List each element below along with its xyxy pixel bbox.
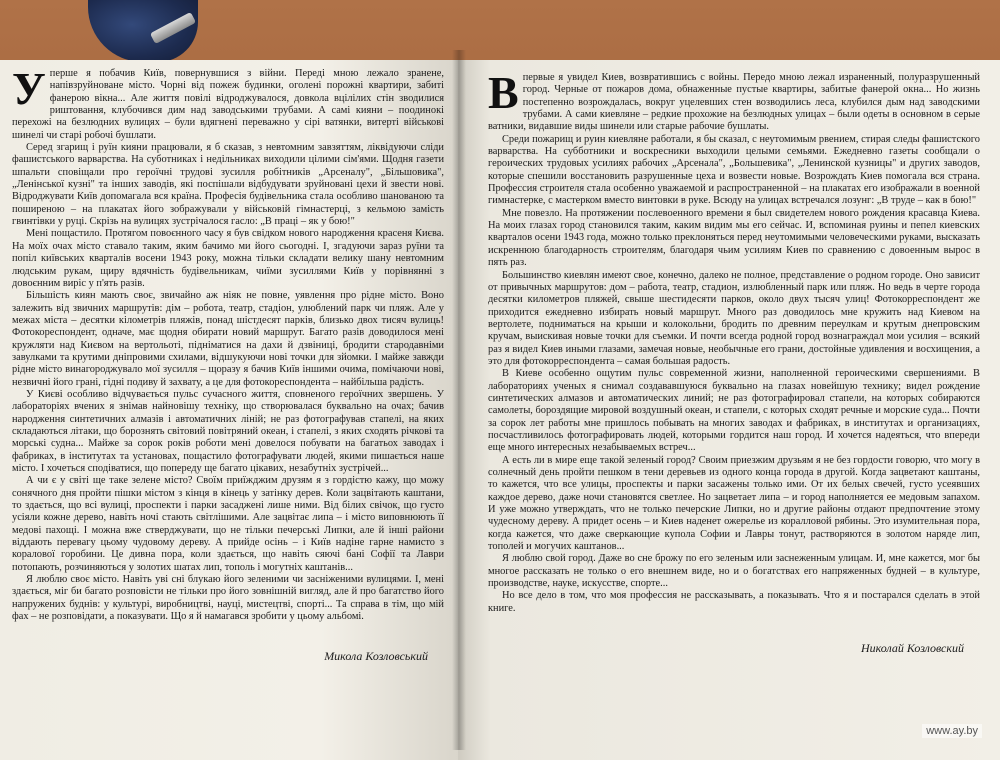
left-book-page (0, 60, 458, 760)
left-paragraph: Мені пощастило. Протягом повоєнного часу я був свідком нового народження красеня Києва. На моїх очах місто ставало таким, яким бачимо ми його сьогодні. І, згадуючи зараз руїни та попіл київських кварталів восени 1943 року, можна тільки складати велику шану невтомним людським рукам, щиру вдячність будівельникам, чиїми зусиллями Київ у порівнянні з довоєнним виріс у п'ять разів. (12, 228, 444, 289)
book-spine-shadow (452, 50, 466, 750)
right-book-page (458, 60, 1000, 760)
left-paragraph: А чи є у світі ще таке зелене місто? Своїм приїжджим друзям я з гордістю кажу, що можу сонячного дня пройти пішки містом з кінця в кінець у затінку дерев. Коли зацвітають каштани, то здається, що всі вулиці, проспекти і парки засаджені лише ними. Від білих свічок, що густо усіяли кожне дерево, навіть ночі стають світлішими. Але зацвітає липа – і місто виповнюють її медові пахощі. І можна вже стверджувати, що не тільки печерські Липки, але й інші райони віддають перевагу цьому чудовому дереву. А прийде осінь – і Київ надіне гарне намисто з коралової горобини. Це дивна пора, коли здається, що навіть сяючі бані Софії та Лаври потопають, розчиняються у золотих шатах лип, тополь і могутніх каштанів... (12, 475, 444, 573)
right-paragraph: первые я увидел Киев, возвратившись с войны. Передо мною лежал израненный, полуразрушенный город. Черные от пожаров дома, обнаженные пустые квартиры, забитые фанерой окна... Но жизнь постепенно возрождалась, вокруг уцелевших стен возводились леса, клубился дым над заводскими трубами. А сами киевляне – редкие прохожие на безлюдных улицах – были одеты в основном в серые ватники, видавшие виды шинели или старые рабочие бушлаты. (488, 72, 980, 133)
left-dropcap: У (12, 63, 46, 114)
left-paragraph: Більшість киян мають своє, звичайно аж ніяк не повне, уявлення про рідне місто. Воно залежить від звичних маршрутів: дім – робота, театр, стадіон, улюблений парк чи пляж. Але у межах міста – десятки кілометрів пляжів, понад шістдесят парків, близько двох тисяч вулиць! Фотокореспондент, одначе, має щодня обирати новий маршрут. Багато разів доводилося мені кружляти над Києвом на вертольоті, підніматися на дахи й дзвіниці, бродити стародавніми завулками та крутими дніпровими схилами, відшукуючи нові точки для зйомки. І майже завжди рідне місто винагороджувало мої зусилля – щоразу я бачив Київ іншими очима, помічаючи нові, незвичні його грані, гідні подиву й захвату, а це для фотокореспондента – найбільша радість. (12, 290, 444, 388)
right-paragraph: А есть ли в мире еще такой зеленый город? Своим приезжим друзьям я не без гордости говорю, что могу в солнечный день пройти пешком в тени деревьев из одного конца города в другой. Когда зацветают каштаны, то кажется, что все улицы, проспекты и парки засажены только ими. От их белых свечей, густо усеявших каждое дерево, даже ночи становятся светлее. Но зацветает липа – и город наполняется ее медовым запахом. И уже можно утверждать, что не только печерские Липки, но и другие районы отдают предпочтение этому чудесному дереву. А придет осень – и Киев наденет ожерелье из коралловой рябины. Это изумительная пора, когда кажется, что даже сверкающие купола Софии и Лавры тонут, растворяются в золотом наряде лип, тополей и могучих каштанов... (488, 454, 980, 553)
left-paragraph: У Києві особливо відчувається пульс сучасного життя, сповненого героїчних звершень. У лабораторіях вчених я знімав найновішу техніку, що створювалася буквально на очах; бачив народження синтетичних алмазів і автоматичних ліній; не раз фотографував стапелі, на яких складаються літаки, що борознять світовий повітряний океан, і стапелі, з яких сходять річкові та морські судна... Майже за сорок років роботи мені довелося побувати на багатьох заводах і фабриках, в інститутах та установах, пощастило фотографувати людей, якими пишається наше місто. І хочеться сподіватися, що попереду ще багато цікавих, незабутніх зустрічей... (12, 388, 444, 474)
right-paragraph: Среди пожарищ и руин киевляне работали, я бы сказал, с неутомимым рвением, стирая следы фашистского варварства. На субботники и воскресники выходили целыми семьями. Ежедневно газеты сообщали о героических трудовых усилиях рабочих „Арсенала", „Большевика", „Ленинской кузницы" и других заводов, которые спешили восстановить разрушенные цеха и возвести новые. Возрождать Киев помогала вся страна. Профессия строителя стала особенно уважаемой и распространенной – на плакатах его изображали в военной гимнастерке, с мастерком вместо винтовки в руке. Всюду на улицах встречался лозунг: „В труде – как в бою!" (488, 133, 980, 207)
right-paragraph: Но все дело в том, что моя профессия не рассказывать, а показывать. Что я и постарался сделать в этой книге. (488, 590, 980, 614)
left-paragraph: Я люблю своє місто. Навіть уві сні блукаю його зеленими чи засніженими вулицями. І, мені здається, міг би багато розповісти не тільки про його зовнішній вигляд, але й про багатство його напружених буднів: у культурі, виробництві, науці, мистецтві, спорті... Та справа в тім, що мій фах – не розповідати, а показувати. Що я й намагався зробити у цьому альбомі. (12, 574, 444, 623)
right-paragraph: Большинство киевлян имеют свое, конечно, далеко не полное, представление о родном городе. Оно зависит от привычных маршрутов: дом – работа, театр, стадион, излюбленный парк или пляж. Но ведь в черте города десятки километров пляжей, свыше шестидесяти парков, около двух тысяч улиц! Фотокорреспондент же приходится ежедневно избирать новый маршрут. Много раз доводилось мне кружить над Киевом на вертолете, подниматься на крыши и колокольни, бродить по древним переулкам и крутым днепровским кручам, выискивая новые точки для съемки. И почти всегда родной город вознаграждал мои усилия – всякий раз я видел Киев иными глазами, замечая новые, необычные его грани, достойные удивления и восхищения, а это для фотокорреспондента – самая большая радость. (488, 269, 980, 367)
right-paragraph: Мне повезло. На протяжении послевоенного времени я был свидетелем нового рождения красавца Киева. На моих глазах город становился таким, каким видим мы его сейчас. И, вспоминая руины и пепел киевских кварталов осени 1943 года, можно только преклоняться перед неутомимыми человеческими руками, высказать искреннюю благодарность строителям, благодаря чьим усилиям Киев по сравнению с довоенным вырос в пять раз. (488, 207, 980, 269)
right-page-text (488, 67, 980, 615)
left-page-text (12, 63, 444, 623)
left-paragraph: перше я побачив Київ, повернувшися з війни. Переді мною лежало зранене, напівзруйноване місто. Чорні від пожеж будинки, оголені порожні квартири, забиті фанерою вікна... Але життя повілі відроджувалося, довкола вцілілих стін зводилися риштовання, клубочився дим над заводськими трубами. А самі кияни – поодинокі перехожі на безлюдних вулицях – були вдягнені переважно у сірі ватянки, витерті військові шинелі чи старі робочі бушлати. (12, 68, 444, 141)
right-paragraph: Я люблю свой город. Даже во сне брожу по его зеленым или заснеженным улицам. И, мне кажется, мог бы многое рассказать не только о его внешнем виде, но и о богатствах его напряженных будней – в культуре, производстве, науке, искусстве, спорте... (488, 553, 980, 590)
right-paragraph: В Киеве особенно ощутим пульс современной жизни, наполненной героическими свершениями. В лабораториях ученых я снимал создававшуюся буквально на глазах новейшую технику; видел рождение синтетических алмазов и автоматических линий; не раз фотографировал стапели, на которых собираются самолеты, бороздящие мировой воздушный океан, и стапели, с которых сходят речные и морские суда... Почти за сорок лет работы мне пришлось побывать на многих заводах и фабриках, в институтах и организациях, посчастливилось фотографировать людей, которыми гордится наш город. И хочется надеяться, что впереди еще много интересных незабываемых встреч... (488, 368, 980, 454)
watermark: www.ay.by (922, 724, 982, 738)
left-signature: Микола Козловський (324, 649, 428, 664)
right-signature: Николай Козловский (860, 641, 964, 656)
left-paragraph: Серед згарищ і руїн кияни працювали, я б сказав, з невтомним завзяттям, ліквідуючи сліди фашистського варварства. На суботниках і недільниках виходили цілими сім'ями. Щодня газети шпальти сповіщали про героїчні трудові зусилля робітників „Арсеналу", „Більшовика", „Ленінської кузні" та інших заводів, які поспішали відбудувати зруйновані цехи й звести нові. Відроджувати Київ допомагала вся країна. Професія будівельника стала особливо шанованою та поширеною – на плакатах його зображували у військовій гімнастерці, з кельмою замість гвинтівки у руці. Скрізь на вулицях зустрічалося гасло: „В праці – як у бою!" (12, 142, 444, 228)
right-dropcap: В (488, 67, 519, 118)
